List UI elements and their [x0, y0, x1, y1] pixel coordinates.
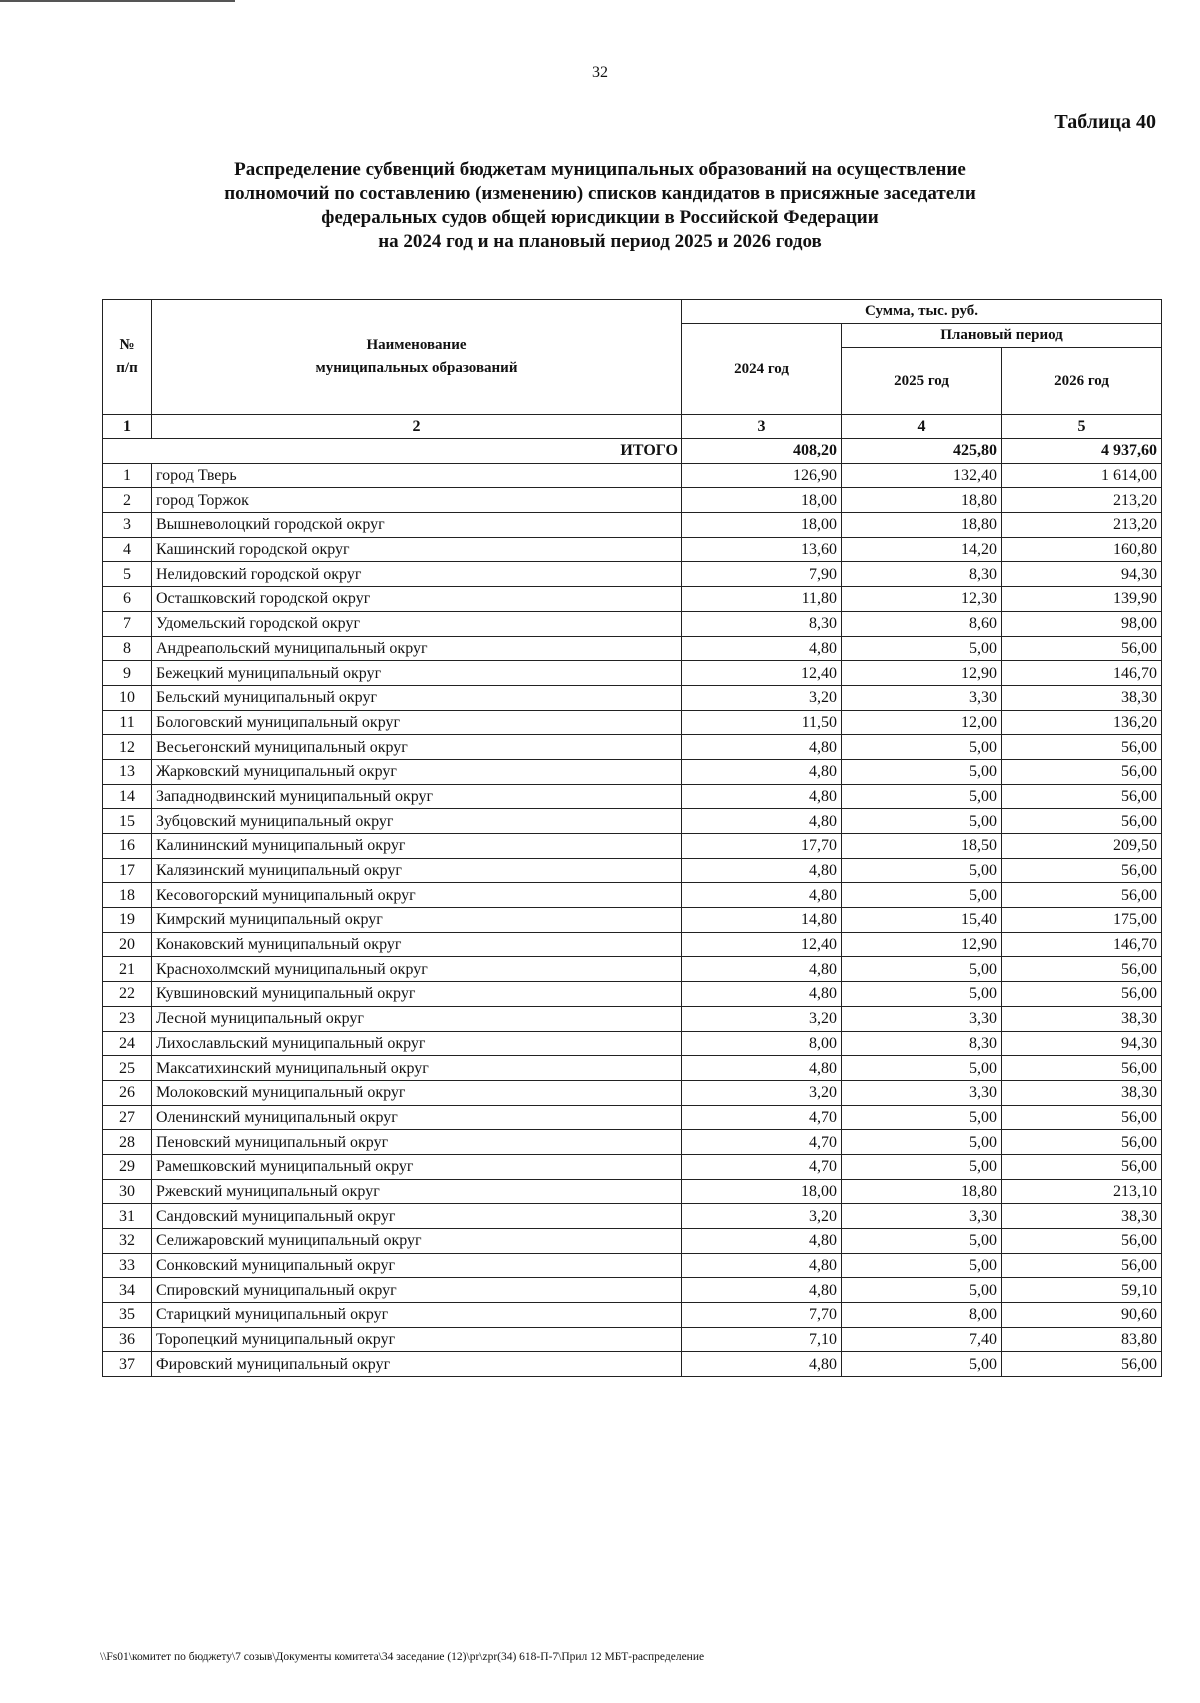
row-number: 3 — [103, 513, 152, 538]
column-index: 2 — [152, 415, 682, 439]
row-number: 8 — [103, 636, 152, 661]
amount-2024: 18,00 — [682, 488, 842, 513]
row-number: 6 — [103, 587, 152, 612]
table-row — [103, 1303, 1162, 1328]
amount-2025: 8,60 — [842, 611, 1002, 636]
amount-2024: 4,70 — [682, 1154, 842, 1179]
footer-file-path: \\Fs01\комитет по бюджету\7 созыв\Документы комитета\34 заседание (12)\pr\zpr(34) 618-П-7\Прил 12 МБТ-распределение — [100, 1651, 705, 1663]
amount-2025: 18,80 — [842, 488, 1002, 513]
amount-2026: 38,30 — [1002, 1006, 1162, 1031]
amount-2024: 8,00 — [682, 1031, 842, 1056]
amount-2025: 5,00 — [842, 1253, 1002, 1278]
table-row — [103, 1031, 1162, 1056]
amount-2026: 56,00 — [1002, 784, 1162, 809]
row-number: 17 — [103, 858, 152, 883]
table-row — [103, 636, 1162, 661]
amount-2026: 213,20 — [1002, 513, 1162, 538]
row-number: 15 — [103, 809, 152, 834]
page-number: 32 — [592, 64, 608, 81]
amount-2026: 213,10 — [1002, 1179, 1162, 1204]
municipality-name: Бельский муниципальный округ — [152, 685, 682, 710]
municipality-name: Конаковский муниципальный округ — [152, 932, 682, 957]
amount-2025: 12,00 — [842, 710, 1002, 735]
amount-2026: 56,00 — [1002, 636, 1162, 661]
municipality-name: Пеновский муниципальный округ — [152, 1130, 682, 1155]
table-row — [103, 809, 1162, 834]
row-number: 33 — [103, 1253, 152, 1278]
municipality-name: город Торжок — [152, 488, 682, 513]
column-index: 4 — [842, 415, 1002, 439]
table-row — [103, 784, 1162, 809]
municipality-name: Оленинский муниципальный округ — [152, 1105, 682, 1130]
table-row — [103, 1179, 1162, 1204]
amount-2026: 160,80 — [1002, 537, 1162, 562]
amount-2024: 4,80 — [682, 957, 842, 982]
table-row — [103, 661, 1162, 686]
table-row — [103, 1253, 1162, 1278]
amount-2026: 38,30 — [1002, 1204, 1162, 1229]
amount-2026: 56,00 — [1002, 957, 1162, 982]
header-sum: Сумма, тыс. руб. — [682, 300, 1162, 324]
amount-2025: 3,30 — [842, 1204, 1002, 1229]
amount-2024: 4,70 — [682, 1130, 842, 1155]
municipality-name: Кашинский городской округ — [152, 537, 682, 562]
amount-2026: 38,30 — [1002, 685, 1162, 710]
table-row — [103, 957, 1162, 982]
table-row — [103, 685, 1162, 710]
amount-2024: 4,80 — [682, 636, 842, 661]
amount-2026: 146,70 — [1002, 661, 1162, 686]
document-title — [150, 158, 1050, 254]
table-row — [103, 537, 1162, 562]
amount-2026: 94,30 — [1002, 1031, 1162, 1056]
total-2025: 425,80 — [842, 439, 1002, 464]
amount-2026: 59,10 — [1002, 1278, 1162, 1303]
amount-2025: 15,40 — [842, 908, 1002, 933]
scan-edge-line — [0, 0, 235, 2]
row-number: 20 — [103, 932, 152, 957]
amount-2024: 18,00 — [682, 513, 842, 538]
amount-2024: 4,80 — [682, 1278, 842, 1303]
amount-2025: 12,90 — [842, 932, 1002, 957]
amount-2025: 5,00 — [842, 1352, 1002, 1377]
table-row — [103, 759, 1162, 784]
row-number: 24 — [103, 1031, 152, 1056]
municipality-name: Спировский муниципальный округ — [152, 1278, 682, 1303]
table-row — [103, 1229, 1162, 1254]
table-row — [103, 710, 1162, 735]
amount-2026: 209,50 — [1002, 834, 1162, 859]
amount-2026: 38,30 — [1002, 1080, 1162, 1105]
amount-2024: 4,80 — [682, 735, 842, 760]
amount-2026: 56,00 — [1002, 883, 1162, 908]
table-row — [103, 562, 1162, 587]
municipality-name: Весьегонский муниципальный округ — [152, 735, 682, 760]
municipality-name: Лесной муниципальный округ — [152, 1006, 682, 1031]
row-number: 28 — [103, 1130, 152, 1155]
amount-2025: 5,00 — [842, 759, 1002, 784]
amount-2026: 56,00 — [1002, 858, 1162, 883]
amount-2025: 12,30 — [842, 587, 1002, 612]
row-number: 16 — [103, 834, 152, 859]
amount-2024: 3,20 — [682, 685, 842, 710]
amount-2024: 3,20 — [682, 1204, 842, 1229]
row-number: 4 — [103, 537, 152, 562]
amount-2026: 56,00 — [1002, 735, 1162, 760]
row-number: 30 — [103, 1179, 152, 1204]
amount-2026: 56,00 — [1002, 1056, 1162, 1081]
amount-2024: 4,80 — [682, 883, 842, 908]
amount-2024: 8,30 — [682, 611, 842, 636]
row-number: 34 — [103, 1278, 152, 1303]
amount-2026: 90,60 — [1002, 1303, 1162, 1328]
amount-2024: 14,80 — [682, 908, 842, 933]
amount-2024: 4,80 — [682, 809, 842, 834]
title-line: Распределение субвенций бюджетам муниципальных образований на осуществление — [234, 159, 966, 180]
amount-2025: 5,00 — [842, 883, 1002, 908]
table-row — [103, 1130, 1162, 1155]
municipality-name: Кесовогорский муниципальный округ — [152, 883, 682, 908]
subvention-table — [102, 299, 1162, 1377]
table-row — [103, 513, 1162, 538]
municipality-name: Рамешковский муниципальный округ — [152, 1154, 682, 1179]
table-row — [103, 587, 1162, 612]
row-number: 19 — [103, 908, 152, 933]
amount-2025: 5,00 — [842, 982, 1002, 1007]
row-number: 11 — [103, 710, 152, 735]
header-name — [152, 300, 682, 415]
amount-2025: 5,00 — [842, 1105, 1002, 1130]
row-number: 27 — [103, 1105, 152, 1130]
amount-2026: 56,00 — [1002, 1352, 1162, 1377]
header-plan-period: Плановый период — [842, 324, 1162, 348]
amount-2024: 4,80 — [682, 759, 842, 784]
amount-2025: 5,00 — [842, 1056, 1002, 1081]
municipality-name: Сандовский муниципальный округ — [152, 1204, 682, 1229]
municipality-name: Андреапольский муниципальный округ — [152, 636, 682, 661]
municipality-name: Нелидовский городской округ — [152, 562, 682, 587]
amount-2025: 5,00 — [842, 1229, 1002, 1254]
row-number: 23 — [103, 1006, 152, 1031]
amount-2025: 8,30 — [842, 1031, 1002, 1056]
table-row — [103, 611, 1162, 636]
header-no-line2: п/п — [116, 360, 138, 376]
header-no-line1: № — [119, 337, 135, 353]
amount-2024: 4,80 — [682, 1253, 842, 1278]
amount-2024: 18,00 — [682, 1179, 842, 1204]
municipality-name: Торопецкий муниципальный округ — [152, 1327, 682, 1352]
municipality-name: Кимрский муниципальный округ — [152, 908, 682, 933]
row-number: 29 — [103, 1154, 152, 1179]
row-number: 7 — [103, 611, 152, 636]
municipality-name: Вышневолоцкий городской округ — [152, 513, 682, 538]
row-number: 37 — [103, 1352, 152, 1377]
title-line: федеральных судов общей юрисдикции в Российской Федерации — [321, 207, 879, 228]
amount-2025: 5,00 — [842, 636, 1002, 661]
municipality-name: Старицкий муниципальный округ — [152, 1303, 682, 1328]
amount-2026: 139,90 — [1002, 587, 1162, 612]
amount-2026: 146,70 — [1002, 932, 1162, 957]
municipality-name: Западнодвинский муниципальный округ — [152, 784, 682, 809]
title-line: полномочий по составлению (изменению) списков кандидатов в присяжные заседатели — [224, 183, 976, 204]
amount-2026: 56,00 — [1002, 1154, 1162, 1179]
row-number: 35 — [103, 1303, 152, 1328]
amount-2024: 12,40 — [682, 932, 842, 957]
municipality-name: Бежецкий муниципальный округ — [152, 661, 682, 686]
table-row — [103, 1105, 1162, 1130]
amount-2026: 1 614,00 — [1002, 463, 1162, 488]
amount-2026: 175,00 — [1002, 908, 1162, 933]
municipality-name: Лихославльский муниципальный округ — [152, 1031, 682, 1056]
table-row — [103, 834, 1162, 859]
amount-2024: 4,80 — [682, 982, 842, 1007]
row-number: 2 — [103, 488, 152, 513]
table-row — [103, 908, 1162, 933]
table-row — [103, 1278, 1162, 1303]
amount-2024: 12,40 — [682, 661, 842, 686]
amount-2025: 18,50 — [842, 834, 1002, 859]
header-name-line1: Наименование — [366, 337, 467, 353]
table-row — [103, 488, 1162, 513]
column-index: 1 — [103, 415, 152, 439]
title-line: на 2024 год и на плановый период 2025 и 2026 годов — [378, 231, 822, 252]
municipality-name: город Тверь — [152, 463, 682, 488]
table-row — [103, 1056, 1162, 1081]
column-index: 5 — [1002, 415, 1162, 439]
municipality-name: Осташковский городской округ — [152, 587, 682, 612]
amount-2026: 83,80 — [1002, 1327, 1162, 1352]
amount-2024: 17,70 — [682, 834, 842, 859]
municipality-name: Ржевский муниципальный округ — [152, 1179, 682, 1204]
amount-2025: 8,30 — [842, 562, 1002, 587]
table-row — [103, 1204, 1162, 1229]
table-row — [103, 1006, 1162, 1031]
table-row — [103, 463, 1162, 488]
row-number: 10 — [103, 685, 152, 710]
amount-2024: 126,90 — [682, 463, 842, 488]
amount-2024: 7,90 — [682, 562, 842, 587]
amount-2024: 4,80 — [682, 1352, 842, 1377]
amount-2025: 5,00 — [842, 1278, 1002, 1303]
row-number: 18 — [103, 883, 152, 908]
amount-2025: 5,00 — [842, 1130, 1002, 1155]
amount-2026: 56,00 — [1002, 1253, 1162, 1278]
amount-2026: 56,00 — [1002, 1229, 1162, 1254]
row-number: 26 — [103, 1080, 152, 1105]
table-row — [103, 858, 1162, 883]
municipality-name: Калязинский муниципальный округ — [152, 858, 682, 883]
amount-2026: 56,00 — [1002, 1130, 1162, 1155]
amount-2026: 56,00 — [1002, 759, 1162, 784]
amount-2026: 56,00 — [1002, 1105, 1162, 1130]
amount-2025: 3,30 — [842, 1080, 1002, 1105]
table-row — [103, 883, 1162, 908]
municipality-name: Молоковский муниципальный округ — [152, 1080, 682, 1105]
row-number: 12 — [103, 735, 152, 760]
table-row — [103, 1154, 1162, 1179]
row-number: 1 — [103, 463, 152, 488]
row-number: 22 — [103, 982, 152, 1007]
municipality-name: Фировский муниципальный округ — [152, 1352, 682, 1377]
amount-2024: 7,70 — [682, 1303, 842, 1328]
amount-2025: 3,30 — [842, 1006, 1002, 1031]
amount-2024: 4,80 — [682, 784, 842, 809]
amount-2024: 11,80 — [682, 587, 842, 612]
header-year-2025: 2025 год — [842, 348, 1002, 415]
municipality-name: Максатихинский муниципальный округ — [152, 1056, 682, 1081]
amount-2025: 132,40 — [842, 463, 1002, 488]
table-row — [103, 932, 1162, 957]
header-no — [103, 300, 152, 415]
amount-2025: 5,00 — [842, 957, 1002, 982]
municipality-name: Жарковский муниципальный округ — [152, 759, 682, 784]
municipality-name: Краснохолмский муниципальный округ — [152, 957, 682, 982]
table-row — [103, 1080, 1162, 1105]
amount-2024: 3,20 — [682, 1006, 842, 1031]
table-row — [103, 1327, 1162, 1352]
amount-2024: 4,80 — [682, 1056, 842, 1081]
amount-2024: 11,50 — [682, 710, 842, 735]
amount-2025: 14,20 — [842, 537, 1002, 562]
total-label: ИТОГО — [103, 439, 682, 464]
amount-2025: 5,00 — [842, 735, 1002, 760]
municipality-name: Калининский муниципальный округ — [152, 834, 682, 859]
amount-2024: 4,70 — [682, 1105, 842, 1130]
total-2024: 408,20 — [682, 439, 842, 464]
amount-2024: 3,20 — [682, 1080, 842, 1105]
table-row — [103, 982, 1162, 1007]
amount-2025: 8,00 — [842, 1303, 1002, 1328]
row-number: 36 — [103, 1327, 152, 1352]
amount-2026: 94,30 — [1002, 562, 1162, 587]
header-year-2026: 2026 год — [1002, 348, 1162, 415]
amount-2025: 7,40 — [842, 1327, 1002, 1352]
amount-2026: 56,00 — [1002, 982, 1162, 1007]
amount-2025: 18,80 — [842, 1179, 1002, 1204]
municipality-name: Селижаровский муниципальный округ — [152, 1229, 682, 1254]
total-2026: 4 937,60 — [1002, 439, 1162, 464]
total-row — [103, 439, 1162, 464]
municipality-name: Бологовский муниципальный округ — [152, 710, 682, 735]
column-index: 3 — [682, 415, 842, 439]
row-number: 9 — [103, 661, 152, 686]
amount-2025: 3,30 — [842, 685, 1002, 710]
header-year-2024: 2024 год — [682, 324, 842, 415]
amount-2025: 5,00 — [842, 784, 1002, 809]
row-number: 31 — [103, 1204, 152, 1229]
amount-2026: 98,00 — [1002, 611, 1162, 636]
amount-2025: 5,00 — [842, 809, 1002, 834]
amount-2026: 56,00 — [1002, 809, 1162, 834]
municipality-name: Сонковский муниципальный округ — [152, 1253, 682, 1278]
row-number: 25 — [103, 1056, 152, 1081]
municipality-name: Зубцовский муниципальный округ — [152, 809, 682, 834]
amount-2025: 5,00 — [842, 858, 1002, 883]
amount-2025: 18,80 — [842, 513, 1002, 538]
amount-2024: 7,10 — [682, 1327, 842, 1352]
table-row — [103, 735, 1162, 760]
header-name-line2: муниципальных образований — [315, 360, 518, 376]
row-number: 14 — [103, 784, 152, 809]
table-label: Таблица 40 — [1054, 111, 1156, 133]
amount-2024: 4,80 — [682, 858, 842, 883]
amount-2024: 13,60 — [682, 537, 842, 562]
amount-2024: 4,80 — [682, 1229, 842, 1254]
municipality-name: Кувшиновский муниципальный округ — [152, 982, 682, 1007]
row-number: 13 — [103, 759, 152, 784]
municipality-name: Удомельский городской округ — [152, 611, 682, 636]
amount-2025: 5,00 — [842, 1154, 1002, 1179]
row-number: 5 — [103, 562, 152, 587]
row-number: 32 — [103, 1229, 152, 1254]
amount-2026: 136,20 — [1002, 710, 1162, 735]
table-row — [103, 1352, 1162, 1377]
amount-2026: 213,20 — [1002, 488, 1162, 513]
amount-2025: 12,90 — [842, 661, 1002, 686]
row-number: 21 — [103, 957, 152, 982]
